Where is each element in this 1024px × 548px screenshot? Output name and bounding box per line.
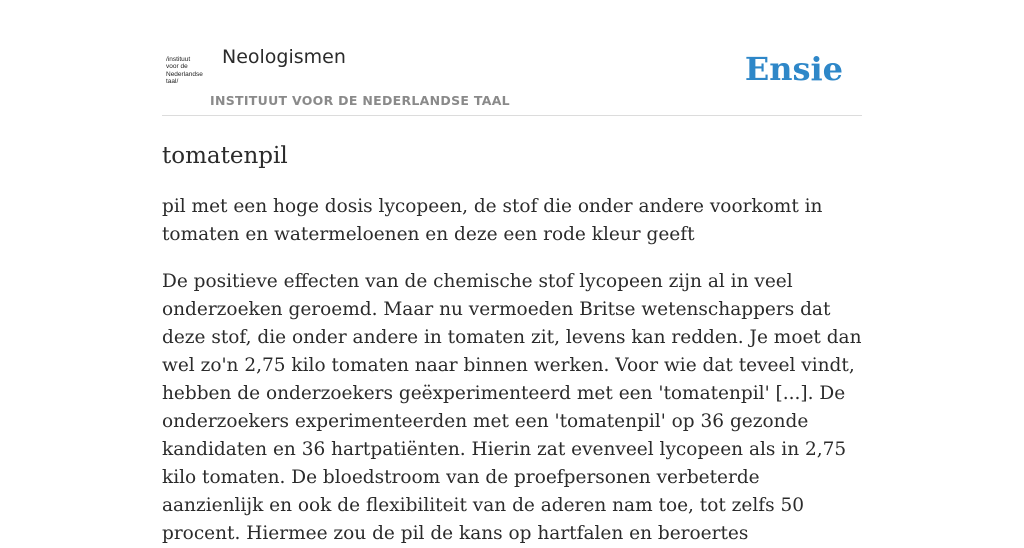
entry-definition: pil met een hoge dosis lycopeen, de stof die onder andere voorkomt in tomaten en watermeloenen en deze een rode kleur geeft — [162, 196, 823, 245]
ivdnt-logo[interactable] — [166, 56, 208, 85]
brand-logo[interactable]: Ensie — [744, 50, 843, 88]
entry-quote: De positieve effecten van de chemische stof lycopeen zijn al in veel onderzoeken geroemd. Maar nu vermoeden Britse wetenschappers dat deze stof, die onder andere in tomaten zit, levens kan redden. Je moet dan wel zo'n 2,75 kilo tomaten naar binnen werken. Voor wie dat teveel vindt, hebben de onderzoekers geëxperimenteerd met een 'tomatenpil' [...]. De onderzoekers experimenteerden met een 'tomatenpil' op 36 gezonde kandidaten en 36 hartpatiënten. Hierin zat evenveel lycopeen als in 2,75 kilo tomaten. De bloedstroom van de proefpersonen verbeterde aanzienlijk en ook de flexibiliteit van de aderen nam toe, tot zelfs 50 procent. Hiermee zou de pil de kans op hartfalen en beroertes — [162, 271, 862, 544]
site-name[interactable]: Neologismen — [222, 46, 346, 68]
publisher-name: INSTITUUT VOOR DE NEDERLANDSE TAAL — [210, 93, 510, 108]
logo-line: Nederlandse — [166, 70, 203, 78]
logo-line: taal/ — [166, 77, 179, 85]
page — [162, 0, 862, 548]
logo-line: voor de — [166, 63, 188, 71]
logo-line: /instituut — [166, 56, 191, 63]
entry-term: tomatenpil — [162, 143, 288, 169]
header — [162, 0, 862, 116]
